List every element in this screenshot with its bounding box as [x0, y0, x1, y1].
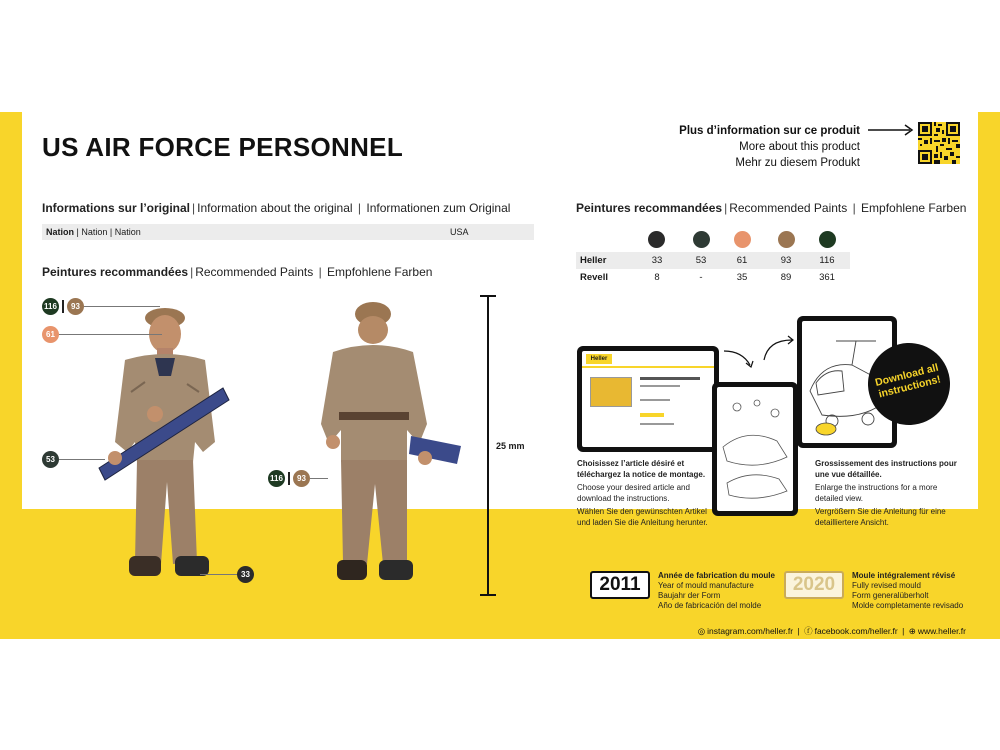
instructions-left-text: Choisissez l’article désiré et téléchargez la notice de montage. Choose your desired article and download the instructions. Wählen Sie den gewünschten Artikel und laden Sie die Anleitung herunter.: [577, 459, 708, 527]
paint-badge-61: 61: [42, 326, 59, 343]
figure-back-image: [315, 294, 465, 594]
paint-badge-53: 53: [42, 451, 59, 468]
paints-right-heading-en: Recommended Paints: [729, 201, 848, 215]
paint-badge-116: 116: [42, 298, 59, 315]
nation-value: USA: [450, 227, 469, 237]
table-cell: 93: [780, 255, 792, 266]
table-cell: 61: [736, 255, 748, 266]
dimension-cap-bottom: [480, 594, 496, 596]
callout-leader: [59, 334, 162, 335]
row-label: Heller: [580, 255, 607, 266]
callout-leader: [200, 574, 237, 575]
more-info-en: More about this product: [739, 141, 860, 153]
table-cell: 361: [819, 272, 835, 283]
dimension-cap-top: [480, 295, 496, 297]
callout-leader: [59, 459, 105, 460]
table-cell: 89: [780, 272, 792, 283]
instruction-drawing-icon: [717, 387, 793, 511]
product-box-image: [590, 377, 632, 407]
arrow-curve-icon: [722, 347, 758, 371]
paints-left-heading-fr: Peintures recommandées: [42, 265, 189, 279]
original-info-heading-fr: Informations sur l’original: [42, 201, 191, 215]
paint-swatch-row: [576, 230, 850, 252]
more-info-fr: Plus d’information sur ce produit: [679, 125, 860, 137]
dimension-label: 25 mm: [496, 441, 525, 451]
mould-year-box: 2011: [590, 571, 650, 599]
row-label: Revell: [580, 272, 608, 283]
mould-year-info: Année de fabrication du moule Year of mould manufacture Baujahr der Form Año de fabricación del molde: [658, 571, 775, 610]
tablet-screenshot: [712, 382, 798, 516]
paint-swatch-93: [778, 231, 795, 248]
arrow-right-icon: [866, 122, 916, 138]
paints-right-heading-fr: Peintures recommandées: [576, 201, 723, 215]
badge-divider: [62, 300, 64, 313]
paints-left-heading-en: Recommended Paints: [195, 265, 314, 279]
badge-divider: [288, 472, 290, 485]
paint-badge-93: 93: [67, 298, 84, 315]
paints-right-heading: Peintures recommandées | Recommended Paints | Empfohlene Farben: [576, 201, 967, 215]
nation-row: [42, 224, 534, 240]
laptop-screenshot: [577, 346, 719, 452]
callout-leader: [310, 478, 328, 479]
paint-badge-33: 33: [237, 566, 254, 583]
revised-year-box: 2020: [784, 571, 844, 599]
callout-leader: [84, 306, 160, 307]
instructions-right-text: Grossissement des instructions pour une vue détaillée. Enlarge the instructions for a more detailed view. Vergrößern Sie die Anleitung für eine detailliertere Ansicht.: [815, 459, 957, 527]
arrow-curve-icon: [762, 334, 798, 364]
paint-swatch-33: [648, 231, 665, 248]
facebook-link[interactable]: facebook.com/heller.fr: [814, 626, 898, 636]
paint-swatch-61: [734, 231, 751, 248]
table-cell: 35: [736, 272, 748, 283]
globe-icon: ⊕: [908, 626, 916, 636]
heller-logo: Heller: [586, 354, 612, 364]
facebook-icon: ⓕ: [804, 626, 813, 636]
paints-left-heading-de: Empfohlene Farben: [327, 265, 433, 279]
download-all-badge[interactable]: Download all instructions!: [859, 334, 958, 433]
revised-mould-info: Moule intégralement révisé Fully revised mould Form generalüberholt Molde completamente revisado: [852, 571, 964, 610]
nation-label: Nation | Nation | Nation: [46, 227, 141, 237]
qr-code-icon[interactable]: [918, 122, 960, 164]
paints-left-heading: Peintures recommandées | Recommended Paints | Empfohlene Farben: [42, 265, 433, 279]
website-link[interactable]: www.heller.fr: [917, 626, 966, 636]
instagram-link[interactable]: instagram.com/heller.fr: [707, 626, 794, 636]
paint-row-heller: [576, 252, 850, 269]
paint-swatch-116: [819, 231, 836, 248]
paint-badge-116: 116: [268, 470, 285, 487]
dimension-line: [487, 296, 489, 596]
more-info-de: Mehr zu diesem Produkt: [735, 157, 860, 169]
instagram-icon: ◎: [697, 626, 706, 636]
original-info-heading-en: Information about the original: [197, 201, 353, 215]
figure-front-image: [95, 292, 235, 598]
table-cell: 8: [654, 272, 660, 283]
paint-row-revell: [576, 269, 850, 286]
footer-links: ◎ instagram.com/heller.fr | ⓕ facebook.com/heller.fr | ⊕ www.heller.fr: [697, 626, 966, 636]
table-cell: 33: [651, 255, 663, 266]
paint-badge-93: 93: [293, 470, 310, 487]
table-cell: -: [699, 272, 703, 283]
paint-table: [576, 230, 850, 286]
more-info-block: [679, 123, 860, 171]
paints-right-heading-de: Empfohlene Farben: [861, 201, 967, 215]
page-title: US AIR FORCE PERSONNEL: [42, 132, 404, 162]
original-info-heading: Informations sur l’original | Information about the original | Informationen zum Original: [42, 201, 511, 215]
table-cell: 116: [819, 255, 835, 266]
original-info-heading-de: Informationen zum Original: [366, 201, 511, 215]
paint-swatch-53: [693, 231, 710, 248]
table-cell: 53: [695, 255, 707, 266]
